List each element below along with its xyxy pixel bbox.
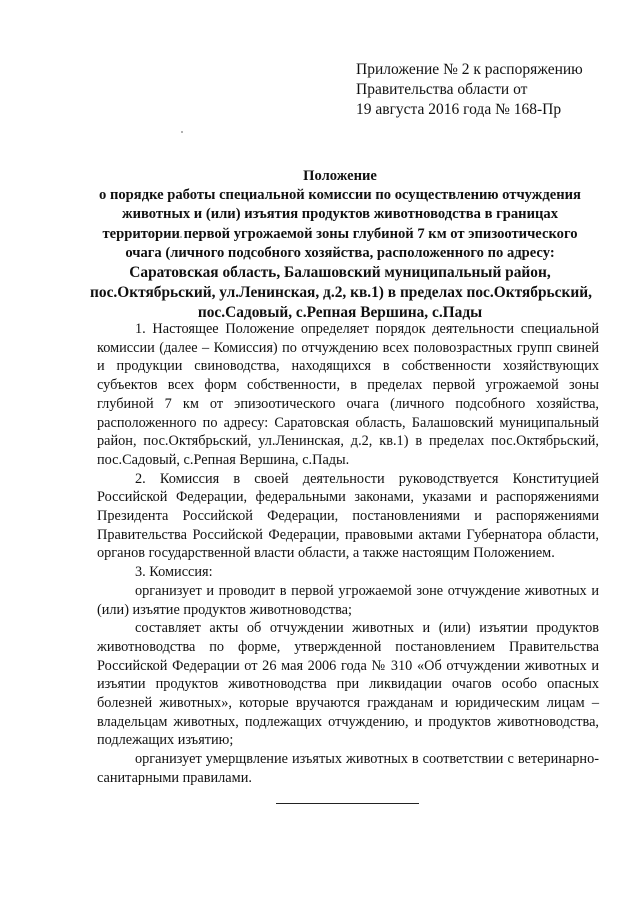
scan-speck — [181, 131, 183, 133]
title-line-7: пос.Октябрьский, ул.Ленинская, д.2, кв.1) в пределах пос.Октябрьский, — [90, 284, 592, 302]
title-line-4: территории первой угрожаемой зоны глубиной 7 км от эпизоотического — [102, 225, 578, 242]
paragraph-1: 1. Настоящее Положение определяет порядок деятельности специальной комиссии (далее – Комиссия) по отчуждению всех половозрастных групп свиней и продукции свиноводства, находящихся в собственности хозяйствующих субъектов всех форм собственности, в пределах первой угрожаемой зоны глубиной 7 км от эпизоотического очага (личного подсобного хозяйства, расположенного по адресу: Саратовская область, Балашовский муниципальный район, пос.Октябрьский, ул.Ленинская, д.2, кв.1) в пределах пос.Октябрьский, пос.Садовый, с.Репная Вершина, с.Пады. — [97, 321, 599, 468]
header-line-2: Правительства области от — [356, 81, 528, 98]
document-body — [97, 320, 599, 788]
document-title — [90, 167, 590, 323]
title-line-6: Саратовская область, Балашовский муниципальный район, — [129, 264, 551, 282]
title-line-3: животных и (или) изъятия продуктов животноводства в границах — [122, 206, 558, 223]
paragraph-2: 2. Комиссия в своей деятельности руководствуется Конституцией Российской Федерации, федеральными законами, указами и распоряжениями Президента Российской Федерации, постановлениями и распоряжениями Правительства Российской Федерации, правовыми актами Губернатора области, органов государственной власти области, а также настоящим Положением. — [97, 470, 599, 562]
paragraph-4: организует и проводит в первой угрожаемой зоне отчуждение животных и (или) изъятие продуктов животноводства; — [97, 582, 599, 618]
paragraph-3: 3. Комиссия: — [135, 564, 213, 581]
paragraph-5: составляет акты об отчуждении животных и (или) изъятии продуктов животноводства по форме, утвержденной постановлением Правительства Российской Федерации от 26 мая 2006 года № 310 «Об отчуждении животных и изъятии продуктов животноводства при ликвидации очагов особо опасных болезней животных», которые вручаются гражданам и юридическим лицам – владельцам животных, подлежащих отчуждению, и продуктов животноводства, подлежащих изъятию; — [97, 620, 599, 749]
end-divider-line — [276, 803, 419, 804]
header-line-1: Приложение № 2 к распоряжению — [356, 61, 583, 78]
title-line-5: очага (личного подсобного хозяйства, расположенного по адресу: — [125, 244, 555, 261]
title-line-2: о порядке работы специальной комиссии по осуществлению отчуждения — [99, 187, 581, 204]
title-line-8: пос.Садовый, с.Репная Вершина, с.Пады — [197, 304, 483, 322]
header-line-3: 19 августа 2016 года № 168-Пр — [356, 101, 562, 118]
appendix-header — [356, 60, 626, 120]
title-line-1: Положение — [303, 168, 377, 184]
paragraph-6: организует умерщвление изъятых животных в соответствии с ветеринарно-санитарными правилами. — [97, 751, 599, 786]
